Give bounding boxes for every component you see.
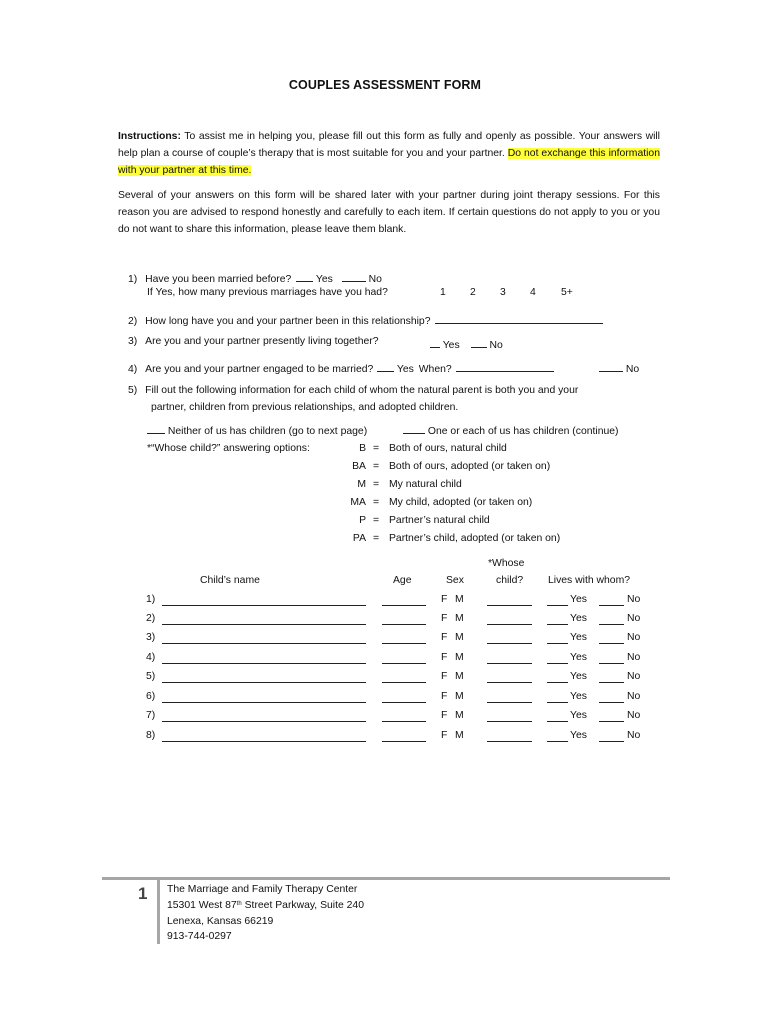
children-option-some bbox=[403, 422, 619, 438]
sex-m-option[interactable]: M bbox=[455, 652, 464, 663]
yes-label: Yes bbox=[570, 671, 587, 682]
lives-yes-field[interactable] bbox=[547, 652, 568, 664]
child-age-field[interactable] bbox=[382, 632, 426, 644]
when-label: When? bbox=[418, 364, 452, 375]
footer-address-line bbox=[167, 898, 364, 914]
marriages-option-3[interactable]: 3 bbox=[500, 287, 506, 298]
yes-label: Yes bbox=[570, 710, 587, 721]
marriages-option-1[interactable]: 1 bbox=[440, 287, 446, 298]
lives-yes-field[interactable] bbox=[547, 730, 568, 742]
code-equals: = bbox=[373, 479, 380, 490]
sex-m-option[interactable]: M bbox=[455, 613, 464, 624]
lives-no-field[interactable] bbox=[599, 652, 624, 664]
lives-no-field[interactable] bbox=[599, 632, 624, 644]
code-letter: P bbox=[359, 515, 366, 526]
footer-phone: 913-744-0297 bbox=[167, 931, 232, 942]
child-age-field[interactable] bbox=[382, 594, 426, 606]
header-lives-with-whom: Lives with whom? bbox=[548, 575, 631, 586]
child-name-field[interactable] bbox=[162, 632, 366, 644]
yes-label: Yes bbox=[570, 691, 587, 702]
sex-f-option[interactable]: F bbox=[441, 594, 448, 605]
whose-child-field[interactable] bbox=[487, 652, 532, 664]
header-age: Age bbox=[393, 575, 412, 586]
living-together-yes-field[interactable] bbox=[430, 336, 440, 348]
no-label: No bbox=[489, 340, 503, 351]
no-label: No bbox=[627, 613, 641, 624]
instructions-label: Instructions: bbox=[118, 131, 181, 142]
question-number: 3) bbox=[128, 336, 138, 347]
yes-label: Yes bbox=[570, 632, 587, 643]
instructions-warning: Do not exchange this information with your partner at this time. bbox=[118, 148, 660, 176]
table-row bbox=[0, 691, 770, 709]
table-row bbox=[0, 632, 770, 650]
has-children-label: One or each of us has children (continue) bbox=[427, 426, 619, 437]
yes-label: Yes bbox=[570, 594, 587, 605]
living-together-no-field[interactable] bbox=[471, 336, 487, 348]
question-3 bbox=[128, 336, 379, 352]
child-age-field[interactable] bbox=[382, 613, 426, 625]
sex-f-option[interactable]: F bbox=[441, 613, 448, 624]
row-number: 2) bbox=[146, 613, 156, 624]
lives-no-field[interactable] bbox=[599, 730, 624, 742]
sex-m-option[interactable]: M bbox=[455, 691, 464, 702]
code-letter: MA bbox=[350, 497, 366, 508]
child-name-field[interactable] bbox=[162, 652, 366, 664]
marriages-option-4[interactable]: 4 bbox=[530, 287, 536, 298]
yes-label: Yes bbox=[396, 364, 414, 375]
child-name-field[interactable] bbox=[162, 710, 366, 722]
no-label: No bbox=[627, 632, 641, 643]
sex-f-option[interactable]: F bbox=[441, 710, 448, 721]
child-age-field[interactable] bbox=[382, 671, 426, 683]
yes-label: Yes bbox=[570, 613, 587, 624]
no-label: No bbox=[627, 710, 641, 721]
row-number: 8) bbox=[146, 730, 156, 741]
no-label: No bbox=[627, 594, 641, 605]
sex-f-option[interactable]: F bbox=[441, 671, 448, 682]
sex-m-option[interactable]: M bbox=[455, 632, 464, 643]
whose-child-options-label: *“Whose child?” answering options: bbox=[147, 443, 310, 454]
code-description: Partner’s child, adopted (or taken on) bbox=[389, 533, 561, 544]
question-text: Are you and your partner presently living together? bbox=[145, 336, 379, 347]
married-before-yes-field[interactable] bbox=[296, 270, 313, 282]
marriages-option-5plus[interactable]: 5+ bbox=[561, 287, 573, 298]
whose-child-field[interactable] bbox=[487, 710, 532, 722]
lives-no-field[interactable] bbox=[599, 691, 624, 703]
footer-divider bbox=[102, 877, 670, 880]
footer-city-state: Lenexa, Kansas 66219 bbox=[167, 916, 274, 927]
no-label: No bbox=[627, 691, 641, 702]
question-text: How long have you and your partner been in this relationship? bbox=[145, 316, 431, 327]
code-letter: PA bbox=[352, 533, 366, 544]
row-number: 3) bbox=[146, 632, 156, 643]
married-before-no-field[interactable] bbox=[342, 270, 366, 282]
whose-child-field[interactable] bbox=[487, 671, 532, 683]
question-5 bbox=[128, 385, 578, 401]
code-description: My natural child bbox=[389, 479, 462, 490]
code-description: Partner’s natural child bbox=[389, 515, 490, 526]
question-text: Have you been married before? bbox=[145, 274, 292, 285]
table-row bbox=[0, 652, 770, 670]
form-title: COUPLES ASSESSMENT FORM bbox=[288, 78, 482, 92]
question-1 bbox=[128, 270, 382, 286]
code-equals: = bbox=[373, 533, 380, 544]
no-label: No bbox=[368, 274, 382, 285]
code-letter: BA bbox=[352, 461, 366, 472]
whose-child-field[interactable] bbox=[487, 594, 532, 606]
whose-child-field[interactable] bbox=[487, 613, 532, 625]
instructions-paragraph-2: Several of your answers on this form will be shared later with your partner during joint therapy sessions. For this reason you are advised to respond honestly and carefully to each item. If certain questions do not apply to you or you do not want to share this information, please leave them blank. bbox=[118, 190, 660, 235]
code-letter: M bbox=[357, 479, 366, 490]
code-description: Both of ours, adopted (or taken on) bbox=[389, 461, 551, 472]
no-label: No bbox=[627, 652, 641, 663]
previous-marriages-text: If Yes, how many previous marriages have you had? bbox=[147, 287, 388, 298]
has-children-field[interactable] bbox=[403, 422, 425, 434]
lives-yes-field[interactable] bbox=[547, 671, 568, 683]
lives-yes-field[interactable] bbox=[547, 613, 568, 625]
engaged-yes-field[interactable] bbox=[377, 360, 394, 372]
child-age-field[interactable] bbox=[382, 652, 426, 664]
footer-org-name: The Marriage and Family Therapy Center bbox=[167, 884, 358, 895]
question-4 bbox=[128, 360, 554, 376]
lives-yes-field[interactable] bbox=[547, 710, 568, 722]
table-row bbox=[0, 730, 770, 748]
footer-street-suffix: th bbox=[236, 901, 242, 907]
lives-yes-field[interactable] bbox=[547, 594, 568, 606]
question-text: Are you and your partner engaged to be married? bbox=[145, 364, 374, 375]
row-number: 4) bbox=[146, 652, 156, 663]
footer-vertical-divider bbox=[157, 880, 160, 944]
no-label: No bbox=[627, 730, 641, 741]
sex-m-option[interactable]: M bbox=[455, 730, 464, 741]
question-number: 2) bbox=[128, 316, 138, 327]
child-name-field[interactable] bbox=[162, 691, 366, 703]
yes-label: Yes bbox=[442, 340, 460, 351]
marriages-option-2[interactable]: 2 bbox=[470, 287, 476, 298]
footer-street-rest: Street Parkway, Suite 240 bbox=[241, 900, 364, 911]
no-label: No bbox=[627, 671, 641, 682]
instructions-paragraph bbox=[118, 128, 660, 179]
question-number: 5) bbox=[128, 385, 138, 396]
code-description: My child, adopted (or taken on) bbox=[389, 497, 533, 508]
header-whose: *Whose bbox=[488, 558, 525, 569]
row-number: 5) bbox=[146, 671, 156, 682]
lives-no-field[interactable] bbox=[599, 671, 624, 683]
question-4-no bbox=[599, 360, 639, 376]
code-letter: B bbox=[359, 443, 366, 454]
engaged-no-field[interactable] bbox=[599, 360, 623, 372]
lives-no-field[interactable] bbox=[599, 613, 624, 625]
sex-f-option[interactable]: F bbox=[441, 730, 448, 741]
question-5-line2: partner, children from previous relationships, and adopted children. bbox=[151, 402, 459, 413]
question-2 bbox=[128, 312, 603, 328]
question-text: Fill out the following information for each child of whom the natural parent is both you and your bbox=[145, 385, 579, 396]
code-equals: = bbox=[373, 497, 380, 508]
header-sex: Sex bbox=[446, 575, 464, 586]
child-age-field[interactable] bbox=[382, 710, 426, 722]
lives-yes-field[interactable] bbox=[547, 691, 568, 703]
whose-child-field[interactable] bbox=[487, 730, 532, 742]
yes-label: Yes bbox=[570, 730, 587, 741]
children-option-neither bbox=[147, 422, 367, 438]
child-age-field[interactable] bbox=[382, 691, 426, 703]
whose-child-field[interactable] bbox=[487, 632, 532, 644]
row-number: 1) bbox=[146, 594, 156, 605]
lives-yes-field[interactable] bbox=[547, 632, 568, 644]
question-3-answers bbox=[430, 336, 503, 352]
question-number: 1) bbox=[128, 274, 138, 285]
engaged-when-field[interactable] bbox=[456, 360, 554, 372]
yes-label: Yes bbox=[570, 652, 587, 663]
table-row bbox=[0, 613, 770, 631]
sex-m-option[interactable]: M bbox=[455, 594, 464, 605]
sex-f-option[interactable]: F bbox=[441, 632, 448, 643]
no-children-label: Neither of us has children (go to next page) bbox=[167, 426, 368, 437]
sex-f-option[interactable]: F bbox=[441, 652, 448, 663]
sex-m-option[interactable]: M bbox=[455, 671, 464, 682]
header-childs-name: Child’s name bbox=[200, 575, 260, 586]
question-number: 4) bbox=[128, 364, 138, 375]
sex-m-option[interactable]: M bbox=[455, 710, 464, 721]
no-label: No bbox=[625, 364, 640, 375]
child-name-field[interactable] bbox=[162, 613, 366, 625]
code-equals: = bbox=[373, 443, 380, 454]
child-name-field[interactable] bbox=[162, 730, 366, 742]
child-name-field[interactable] bbox=[162, 594, 366, 606]
child-age-field[interactable] bbox=[382, 730, 426, 742]
code-equals: = bbox=[373, 461, 380, 472]
relationship-length-field[interactable] bbox=[435, 312, 603, 324]
footer-street-number: 15301 West 87 bbox=[167, 900, 237, 911]
lives-no-field[interactable] bbox=[599, 710, 624, 722]
whose-child-field[interactable] bbox=[487, 691, 532, 703]
row-number: 6) bbox=[146, 691, 156, 702]
table-row bbox=[0, 671, 770, 689]
code-equals: = bbox=[373, 515, 380, 526]
question-1-sub bbox=[147, 287, 388, 303]
code-description: Both of ours, natural child bbox=[389, 443, 507, 454]
instructions-text: To assist me in helping you, please fill out this form as fully and openly as possible. Your answers will help plan a course of couple’s therapy that is most suitable for you and your partner. bbox=[118, 131, 660, 159]
row-number: 7) bbox=[146, 710, 156, 721]
page-number: 1 bbox=[138, 884, 148, 903]
lives-no-field[interactable] bbox=[599, 594, 624, 606]
table-row bbox=[0, 710, 770, 728]
child-name-field[interactable] bbox=[162, 671, 366, 683]
table-row bbox=[0, 594, 770, 612]
sex-f-option[interactable]: F bbox=[441, 691, 448, 702]
no-children-field[interactable] bbox=[147, 422, 165, 434]
header-child: child? bbox=[496, 575, 524, 586]
yes-label: Yes bbox=[315, 274, 333, 285]
